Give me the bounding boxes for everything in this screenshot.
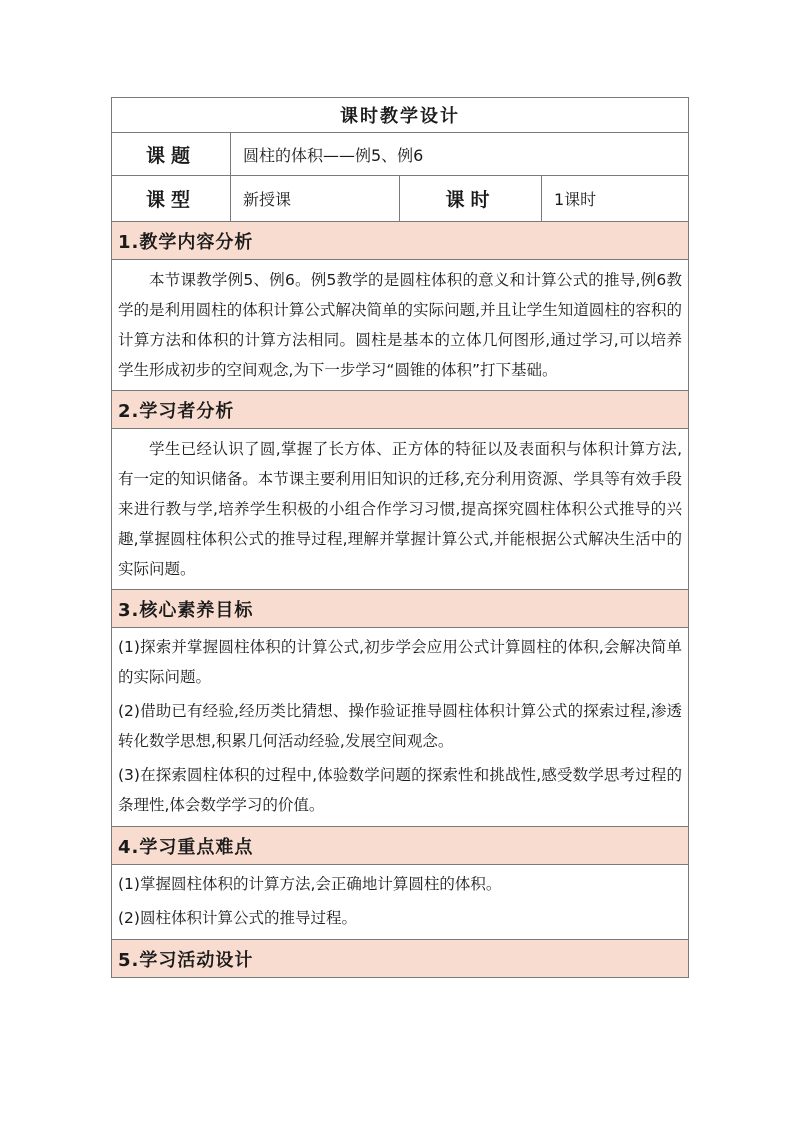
section-heading-activity-design: 5.学习活动设计 [112,940,689,978]
core-goal-item: (1)探索并掌握圆柱体积的计算公式,初步学会应用公式计算圆柱的体积,会解决简单的实际问题。 [118,638,682,686]
section-body-learner-analysis [112,429,689,590]
lesson-hours-label: 课时 [400,176,542,222]
topic-label: 课题 [112,133,231,176]
lesson-type-label: 课型 [112,176,231,222]
lesson-design-table [111,97,689,978]
section-heading-key-points: 4.学习重点难点 [112,827,689,865]
topic-value: 圆柱的体积——例5、例6 [231,133,689,176]
table-title: 课时教学设计 [112,98,689,133]
section-body-content-analysis [112,260,689,391]
section-heading-core-goals: 3.核心素养目标 [112,590,689,628]
section-body-key-points [112,865,689,940]
section-heading-learner-analysis: 2.学习者分析 [112,391,689,429]
learner-analysis-paragraph: 学生已经认识了圆,掌握了长方体、正方体的特征以及表面积与体积计算方法,有一定的知识储备。本节课主要利用旧知识的迁移,充分利用资源、学具等有效手段来进行教与学,培养学生积极的小组合作学习习惯,提高探究圆柱体积公式推导的兴趣,掌握圆柱体积公式的推导过程,理解并掌握计算公式,并能根据公式解决生活中的实际问题。 [118,440,682,578]
key-point-item: (2)圆柱体积计算公式的推导过程。 [118,909,357,927]
lesson-hours-value: 1课时 [542,176,689,222]
section-body-core-goals [112,628,689,827]
content-analysis-paragraph: 本节课教学例5、例6。例5教学的是圆柱体积的意义和计算公式的推导,例6教学的是利用圆柱的体积计算公式解决简单的实际问题,并且让学生知道圆柱的容积的计算方法和体积的计算方法相同。圆柱是基本的立体几何图形,通过学习,可以培养学生形成初步的空间观念,为下一步学习“圆锥的体积”打下基础。 [118,271,682,379]
section-heading-content-analysis: 1.教学内容分析 [112,222,689,260]
core-goal-item: (3)在探索圆柱体积的过程中,体验数学问题的探索性和挑战性,感受数学思考过程的条理性,体会数学学习的价值。 [118,766,682,814]
key-point-item: (1)掌握圆柱体积的计算方法,会正确地计算圆柱的体积。 [118,875,502,893]
core-goal-item: (2)借助已有经验,经历类比猜想、操作验证推导圆柱体积计算公式的探索过程,渗透转化数学思想,积累几何活动经验,发展空间观念。 [118,702,682,750]
lesson-type-value: 新授课 [231,176,400,222]
